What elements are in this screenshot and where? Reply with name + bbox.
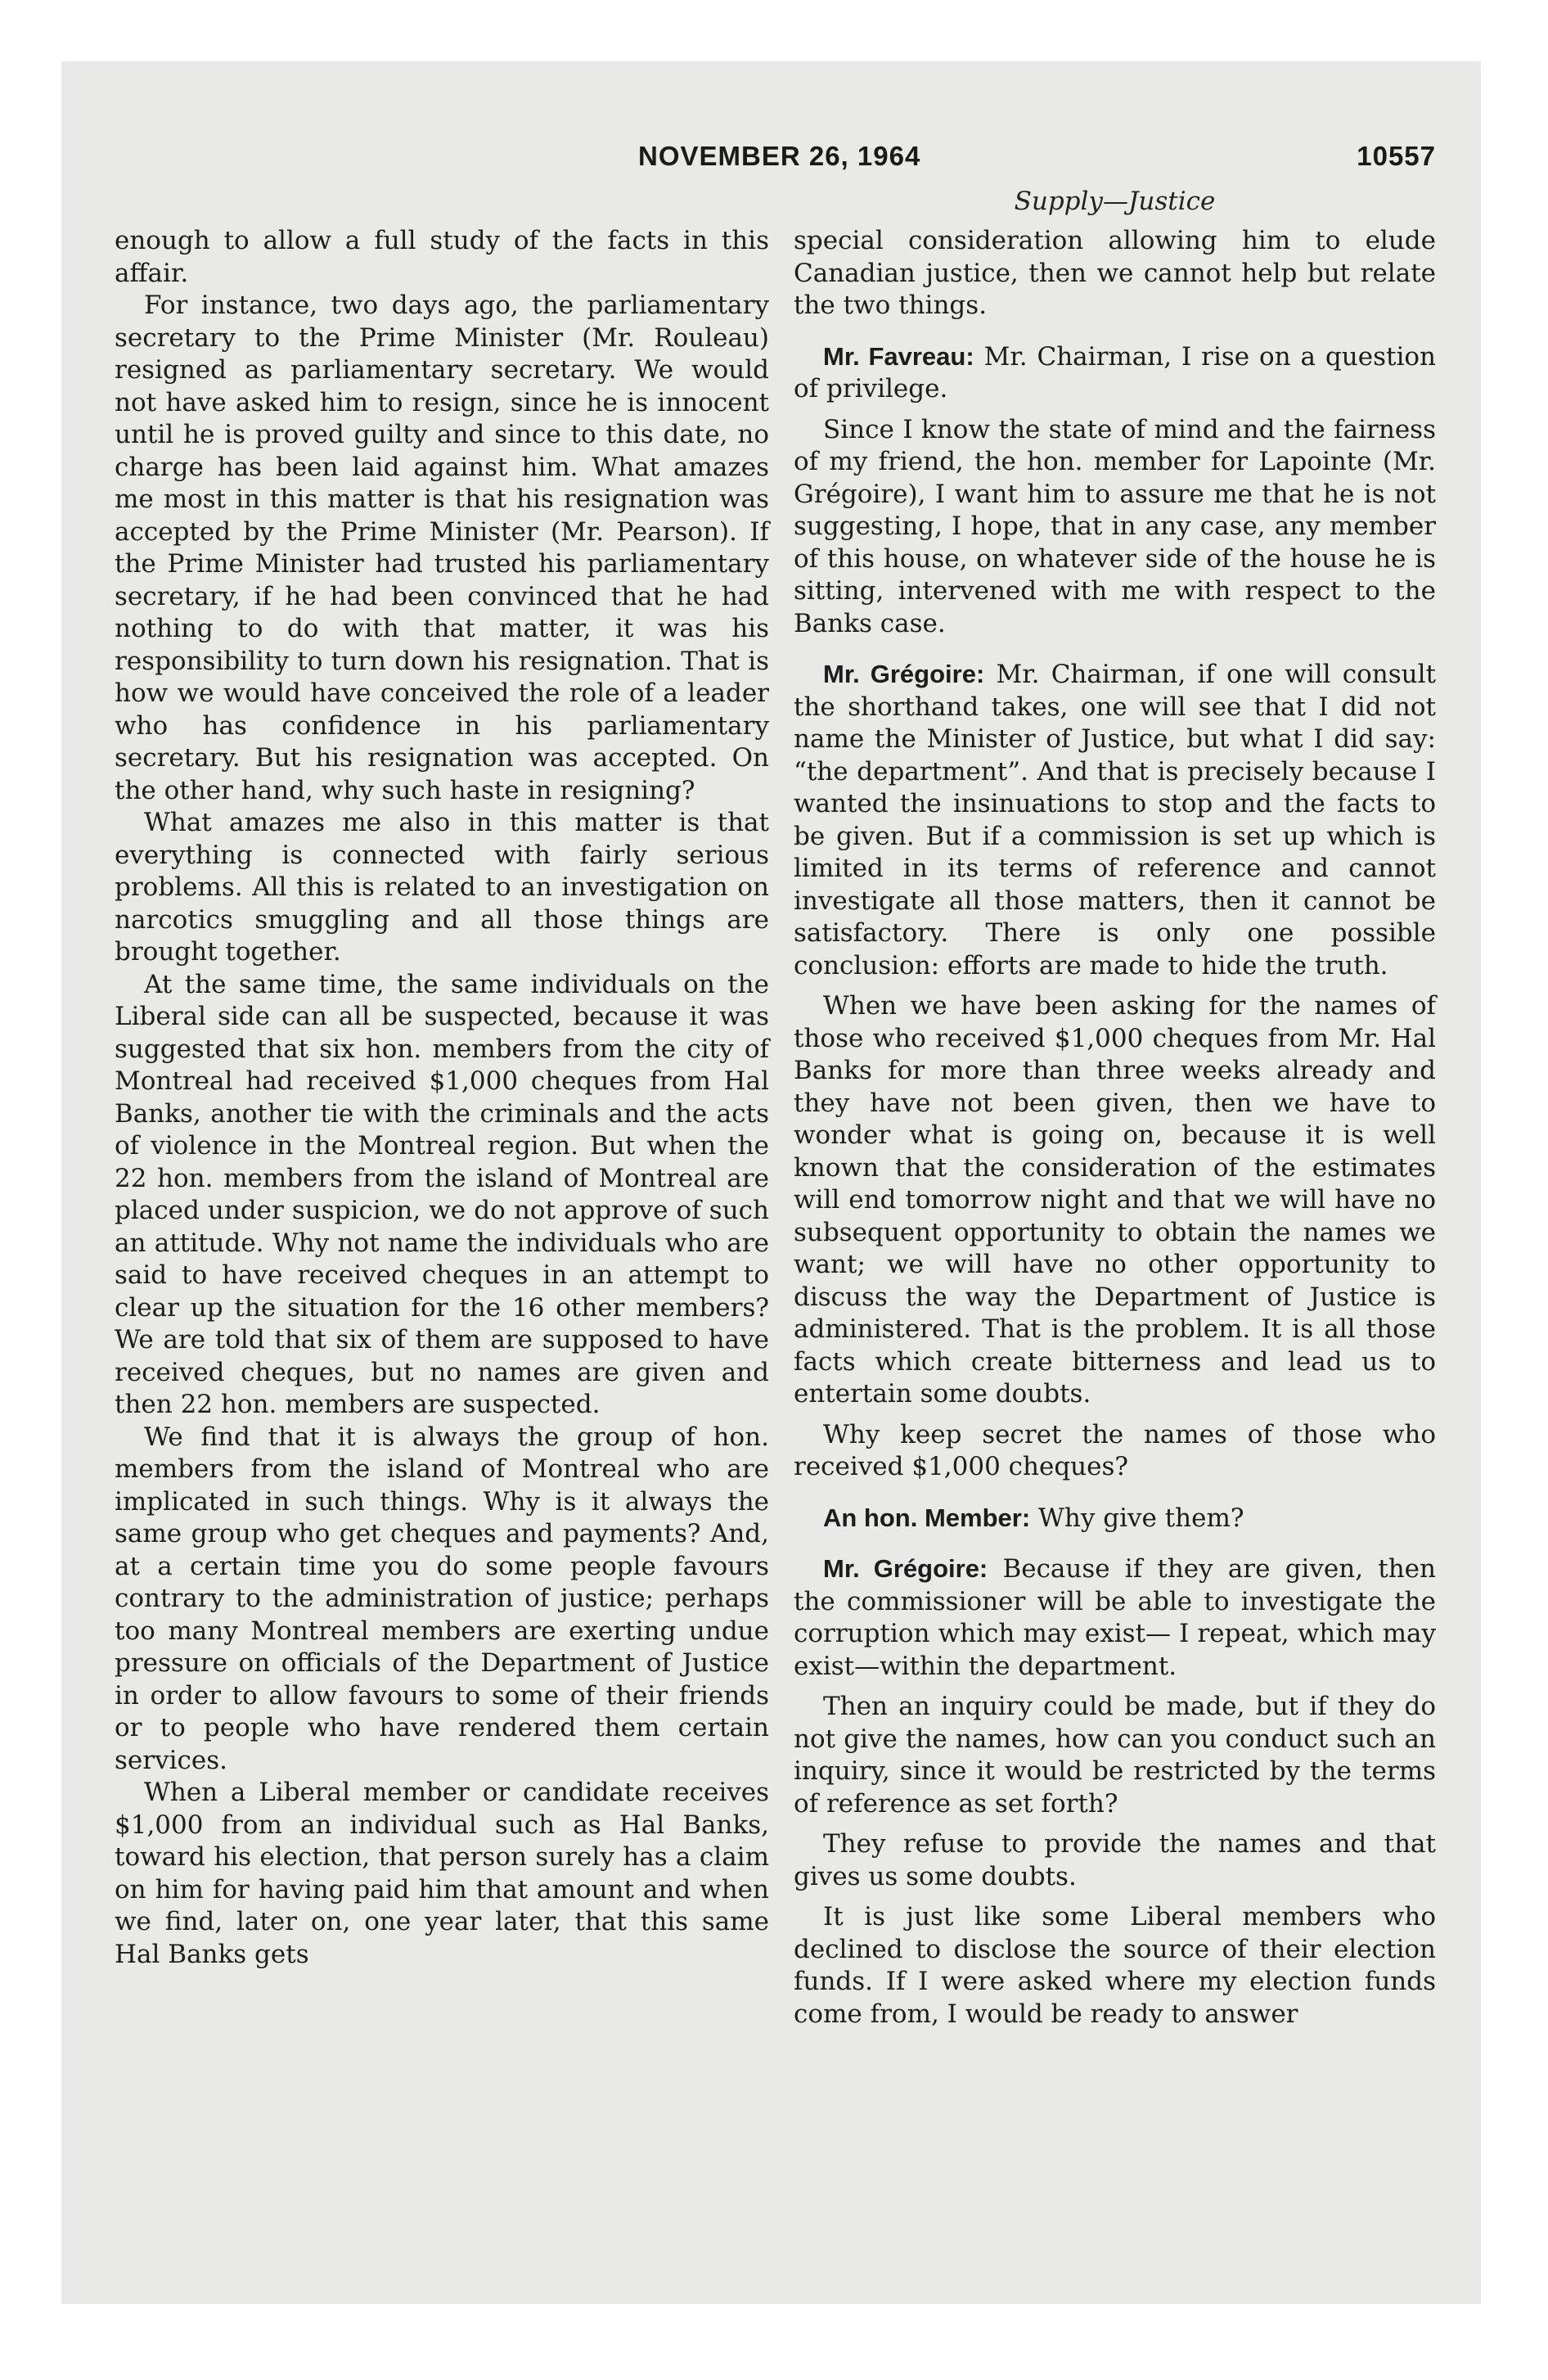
- paragraph: Since I know the state of mind and the fairness of my friend, the hon. member for Lapointe (Mr. Grégoire), I want him to assure me that he is not suggesting, I hope, that in any case, any member of this house, on whatever side of the house he is sitting, intervened with me with respect to the Banks case.: [794, 414, 1436, 638]
- paragraph: We find that it is always the group of hon. members from the island of Montreal who are implicated in such things. Why is it always the same group who get cheques and payments? And, at a certain time you do some people favours contrary to the administration of justice; perhaps too many Montreal members are exerting undue pressure on officials of the Department of Justice in order to allow favours to some of their friends or to people who have rendered them certain services.: [115, 1422, 769, 1775]
- speaker-name: Mr. Favreau:: [823, 341, 974, 371]
- speech-text: Mr. Chairman, I rise on a question of privilege.: [794, 341, 1436, 403]
- paragraph: Why keep secret the names of those who received $1,000 cheques?: [794, 1419, 1436, 1481]
- speaker-name: An hon. Member:: [823, 1503, 1031, 1532]
- speech-text: Why give them?: [1030, 1503, 1244, 1533]
- running-head: Supply—Justice: [1014, 187, 1216, 216]
- speech-favreau: [794, 340, 1436, 406]
- page-number: 10557: [1357, 141, 1436, 171]
- paragraph: What amazes me also in this matter is that everything is connected with fairly serious problems. All this is related to an investigation on narcotics smuggling and all those things are brought together.: [115, 808, 769, 967]
- paragraph: When we have been asking for the names of those who received $1,000 cheques from Mr. Hal Banks for more than three weeks already and they have not been given, then we have to wonder what is going on, because it is well known that the consideration of the estimates will end tomorrow night and that we will have no subsequent opportunity to obtain the names we want; we will have no other opportunity to discuss the way the Department of Justice is administered. That is the problem. It is all those facts which create bitterness and lead us to entertain some doubts.: [794, 991, 1436, 1409]
- speaker-name: Mr. Grégoire:: [823, 660, 985, 688]
- right-column: [794, 225, 1436, 2031]
- paragraph: special consideration allowing him to elude Canadian justice, then we cannot help but relate the two things.: [794, 226, 1436, 320]
- paragraph: Then an inquiry could be made, but if they do not give the names, how can you conduct such an inquiry, since it would be restricted by the terms of reference as set forth?: [794, 1692, 1436, 1819]
- left-column: [115, 225, 769, 1971]
- paragraph: enough to allow a full study of the facts in this affair.: [115, 226, 769, 288]
- paragraph: It is just like some Liberal members who declined to disclose the source of their election funds. If I were asked where my election funds come from, I would be ready to answer: [794, 1902, 1436, 2029]
- paragraph: They refuse to provide the names and that gives us some doubts.: [794, 1829, 1436, 1891]
- speech-hon-member: [794, 1502, 1436, 1535]
- speaker-name: Mr. Grégoire:: [823, 1554, 988, 1583]
- page-header: [115, 141, 1436, 182]
- speech-gregoire-2: [794, 1553, 1436, 1683]
- paragraph: For instance, two days ago, the parliamentary secretary to the Prime Minister (Mr. Rouleau) resigned as parliamentary secretary. We would not have asked him to resign, since he is innocent until he is proved guilty and since to this date, no charge has been laid against him. What amazes me most in this matter is that his resignation was accepted by the Prime Minister (Mr. Pearson). If the Prime Minister had trusted his parliamentary secretary, if he had been convinced that he had nothing to do with that matter, it was his responsibility to turn down his resignation. That is how we would have conceived the role of a leader who has confidence in his parliamentary secretary. But his resignation was accepted. On the other hand, why such haste in resigning?: [115, 291, 769, 805]
- speech-text: Mr. Chairman, if one will consult the shorthand takes, one will see that I did not name the Minister of Justice, but what I did say: “the department”. And that is precisely because I wanted the insinuations to stop and the facts to be given. But if a commission is set up which is limited in its terms of reference and cannot investigate all those matters, then it cannot be satisfactory. There is only one possible conclusion: efforts are made to hide the truth.: [794, 660, 1437, 980]
- speech-text: Because if they are given, then the commissioner will be able to investigate the corruption which may exist— I repeat, which may exist—within the department.: [794, 1554, 1436, 1681]
- speech-gregoire: [794, 658, 1436, 982]
- paragraph: When a Liberal member or candidate receives $1,000 from an individual such as Hal Banks, toward his election, that person surely has a claim on him for having paid him that amount and when we find, later on, one year later, that this same Hal Banks gets: [115, 1778, 769, 1969]
- header-date: NOVEMBER 26, 1964: [638, 141, 921, 171]
- paragraph: At the same time, the same individuals on the Liberal side can all be suspected, because it was suggested that six hon. members from the city of Montreal had received $1,000 cheques from Hal Banks, another tie with the criminals and the acts of violence in the Montreal region. But when the 22 hon. members from the island of Montreal are placed under suspicion, we do not approve of such an attitude. Why not name the individuals who are said to have received cheques in an attempt to clear up the situation for the 16 other members? We are told that six of them are supposed to have received cheques, but no names are given and then 22 hon. members are suspected.: [115, 969, 769, 1419]
